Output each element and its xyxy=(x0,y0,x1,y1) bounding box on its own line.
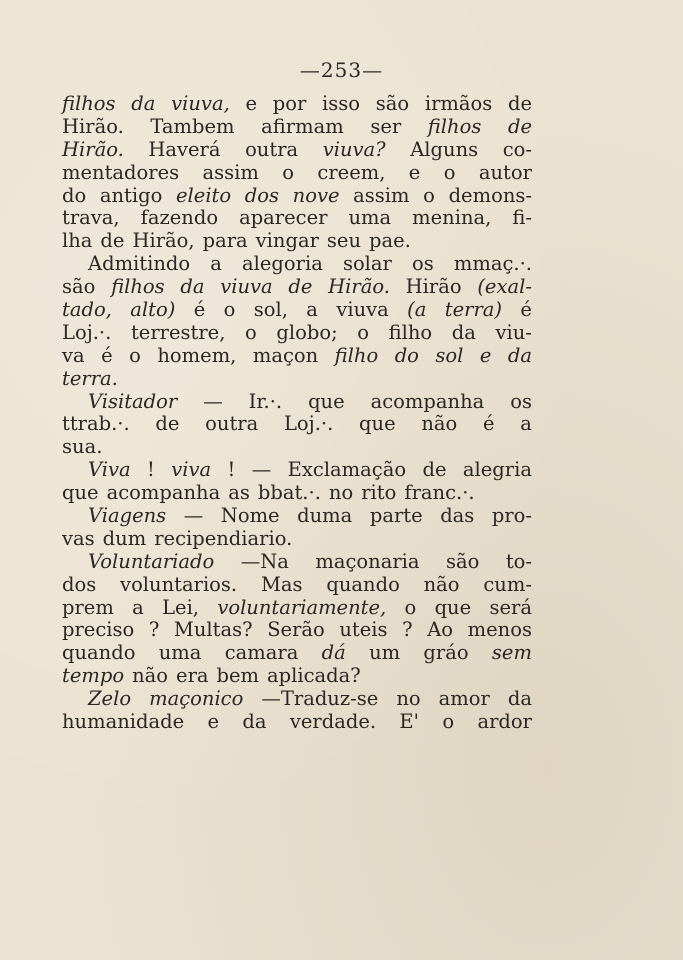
word: menos xyxy=(467,618,532,642)
word: Hirão. xyxy=(62,137,124,161)
text-line xyxy=(62,597,532,620)
word: Alguns xyxy=(410,137,479,161)
word: que xyxy=(62,481,99,505)
text-line xyxy=(62,93,532,116)
word: de xyxy=(422,458,447,482)
word: — xyxy=(183,504,204,528)
body-text xyxy=(62,93,532,734)
word: do xyxy=(62,183,87,207)
word: prem xyxy=(62,595,114,619)
word: creem, xyxy=(317,160,386,184)
word: da xyxy=(242,710,267,734)
word: (exal- xyxy=(477,275,532,299)
word: Voluntariado xyxy=(88,549,215,573)
word: trava, xyxy=(62,206,120,230)
word: voluntariamente, xyxy=(217,595,387,619)
word: são xyxy=(445,549,480,573)
word: recipendiario. xyxy=(154,526,293,550)
word: fi- xyxy=(512,206,532,230)
text-line xyxy=(62,185,532,208)
word: duma xyxy=(297,504,353,528)
word: maçonaria xyxy=(315,549,420,573)
text-line xyxy=(62,162,532,185)
word: dos xyxy=(62,572,97,596)
word: co- xyxy=(502,137,532,161)
word: alegria xyxy=(462,458,532,482)
text-line xyxy=(62,230,532,253)
word: viuva? xyxy=(322,137,386,161)
word: assim xyxy=(202,160,259,184)
word: acompanha xyxy=(370,389,485,413)
word: E' xyxy=(399,710,420,734)
word: voluntarios. xyxy=(120,572,238,596)
word: lha xyxy=(62,229,93,253)
word: não xyxy=(132,664,169,688)
word: quando xyxy=(62,641,136,665)
word: ! xyxy=(147,458,155,482)
word: assim xyxy=(353,183,410,207)
word: gráo xyxy=(423,641,469,665)
word: são xyxy=(62,275,96,299)
word: homem, xyxy=(157,343,237,367)
word: das xyxy=(440,504,475,528)
word: parte xyxy=(369,504,423,528)
word: uteis xyxy=(339,618,388,642)
word: terra) xyxy=(444,298,503,322)
word: Zelo xyxy=(88,687,132,711)
word: no xyxy=(396,687,421,711)
word: o xyxy=(223,298,236,322)
word: alegoria xyxy=(242,252,323,276)
word: sem xyxy=(491,641,532,665)
word: é xyxy=(483,412,495,436)
word: filhos xyxy=(111,275,165,299)
word: uma xyxy=(158,641,202,665)
word: da xyxy=(451,320,476,344)
word: vas xyxy=(62,526,95,550)
word: e xyxy=(207,710,220,734)
word: da xyxy=(180,275,205,299)
word: Hirão. xyxy=(62,114,124,138)
word: da xyxy=(131,92,156,115)
word: sol, xyxy=(253,298,288,322)
word: viuva, xyxy=(171,92,230,115)
text-line xyxy=(62,574,532,597)
text-line xyxy=(62,459,532,482)
word: sua. xyxy=(62,435,103,459)
word: filhos xyxy=(62,92,116,115)
word: ardor xyxy=(477,710,532,734)
word: Admitindo xyxy=(88,252,191,276)
word: dum xyxy=(102,526,147,550)
word: —Traduz-se xyxy=(261,687,379,711)
text-line xyxy=(62,253,532,276)
word: no xyxy=(328,481,354,505)
word: da xyxy=(507,687,532,711)
word: o xyxy=(357,320,370,344)
text-line xyxy=(62,299,532,322)
word: fazendo xyxy=(140,206,219,230)
word: antigo xyxy=(99,183,163,207)
word: dos xyxy=(244,183,280,207)
text-line xyxy=(62,368,532,391)
word: o xyxy=(245,320,257,344)
text-line xyxy=(62,276,532,299)
word: as xyxy=(228,481,250,505)
word: viuva xyxy=(336,298,389,322)
word: aplicada? xyxy=(267,664,361,688)
word: bbat.·. xyxy=(257,481,321,505)
word: de xyxy=(100,229,125,253)
word: é xyxy=(101,343,113,367)
word: ? xyxy=(402,618,413,642)
text-line xyxy=(62,528,532,551)
word: que xyxy=(434,595,472,619)
word: humanidade xyxy=(62,710,185,734)
text-line xyxy=(62,711,532,734)
word: mmaç.·. xyxy=(453,252,532,276)
word: um xyxy=(369,641,401,665)
page-number: —253— xyxy=(299,58,384,82)
word: o xyxy=(129,343,141,367)
word: pro- xyxy=(491,504,532,528)
word: Viagens xyxy=(88,504,167,528)
text-line xyxy=(62,391,532,414)
word: dá xyxy=(321,641,346,665)
word: tado, xyxy=(62,298,112,322)
text-line xyxy=(62,551,532,574)
word: solar xyxy=(342,252,392,276)
word: a xyxy=(132,595,144,619)
word: outra xyxy=(205,412,259,436)
word: Hirão, xyxy=(132,229,195,253)
word: demons- xyxy=(448,183,532,207)
word: verdade. xyxy=(289,710,377,734)
word: o xyxy=(443,160,456,184)
word: rito xyxy=(361,481,397,505)
word: bem xyxy=(216,664,260,688)
word: não xyxy=(421,412,458,436)
word: e xyxy=(479,343,492,367)
word: terra. xyxy=(62,366,118,390)
word: da xyxy=(507,343,532,367)
word: nove xyxy=(292,183,340,207)
word: ser xyxy=(370,114,402,138)
word: Haverá xyxy=(148,137,221,161)
word: vingar xyxy=(255,229,319,253)
word: que xyxy=(308,389,345,413)
word: acompanha xyxy=(106,481,221,505)
word: é xyxy=(193,298,206,322)
word: Tambem xyxy=(150,114,235,138)
word: de xyxy=(155,412,180,436)
word: o xyxy=(423,183,435,207)
word: Ir.·. xyxy=(248,389,283,413)
word: de xyxy=(288,275,313,299)
word: Ao xyxy=(427,618,454,642)
word: os xyxy=(510,389,532,413)
word: Serão xyxy=(267,618,325,642)
word: Loj.·. xyxy=(62,320,112,344)
word: os xyxy=(411,252,434,276)
word: uma xyxy=(348,206,392,230)
word: Lei, xyxy=(162,595,200,619)
text-line xyxy=(62,619,532,642)
word: menina, xyxy=(412,206,492,230)
word: são xyxy=(375,92,410,115)
word: será xyxy=(489,595,532,619)
word: eleito xyxy=(176,183,232,207)
word: o xyxy=(404,595,417,619)
word: para xyxy=(202,229,248,253)
text-line xyxy=(62,116,532,139)
word: era xyxy=(176,664,209,688)
word: viva xyxy=(171,458,212,482)
word: e xyxy=(245,92,258,115)
word: Mas xyxy=(260,572,303,596)
word: a xyxy=(520,412,532,436)
word: franc.·. xyxy=(404,481,475,505)
word: camara xyxy=(224,641,299,665)
word: quando xyxy=(326,572,400,596)
word: to- xyxy=(505,549,532,573)
word: aparecer xyxy=(239,206,328,230)
word: mentadores xyxy=(62,160,180,184)
word: seu xyxy=(326,229,362,253)
word: é xyxy=(520,298,532,322)
text-line xyxy=(62,139,532,162)
word: irmãos xyxy=(424,92,493,115)
word: a xyxy=(210,252,222,276)
word: va xyxy=(62,343,85,367)
word: (a xyxy=(407,298,427,322)
text-line xyxy=(62,642,532,665)
word: — xyxy=(251,458,272,482)
word: filho xyxy=(334,343,379,367)
word: de xyxy=(507,92,532,115)
text-line xyxy=(62,436,532,459)
word: viu- xyxy=(495,320,532,344)
word: —Na xyxy=(240,549,289,573)
word: pae. xyxy=(369,229,411,253)
word: outra xyxy=(245,137,299,161)
word: o xyxy=(442,710,455,734)
word: Visitador xyxy=(88,389,178,413)
text-line xyxy=(62,413,532,436)
word: o xyxy=(282,160,295,184)
word: isso xyxy=(322,92,361,115)
word: afirmam xyxy=(261,114,344,138)
word: por xyxy=(272,92,307,115)
word: cum- xyxy=(483,572,532,596)
word: filho xyxy=(388,320,433,344)
word: Hirão xyxy=(405,275,462,299)
text-line xyxy=(62,322,532,345)
word: não xyxy=(423,572,460,596)
word: amor xyxy=(438,687,490,711)
word: globo; xyxy=(276,320,338,344)
word: Loj.·. xyxy=(283,412,334,436)
word: a xyxy=(306,298,318,322)
word: do xyxy=(394,343,419,367)
text-line xyxy=(62,688,532,711)
text-line xyxy=(62,345,532,368)
word: que xyxy=(359,412,396,436)
text-line xyxy=(62,482,532,505)
word: ttrab.·. xyxy=(62,412,130,436)
word: viuva xyxy=(220,275,273,299)
word: tempo xyxy=(62,664,125,688)
text-line xyxy=(62,665,532,688)
word: ! xyxy=(227,458,236,482)
word: Hirão. xyxy=(328,275,390,299)
text-line xyxy=(62,505,532,528)
word: — xyxy=(203,389,223,413)
word: preciso xyxy=(62,618,135,642)
word: alto) xyxy=(130,298,176,322)
word: terrestre, xyxy=(130,320,226,344)
word: Exclamação xyxy=(287,458,407,482)
text-line xyxy=(62,207,532,230)
word: ? xyxy=(148,618,160,642)
word: sol xyxy=(435,343,464,367)
word: de xyxy=(507,114,532,138)
word: autor xyxy=(478,160,532,184)
word: Nome xyxy=(220,504,280,528)
word: maçon xyxy=(252,343,319,367)
word: Viva xyxy=(88,458,131,482)
word: maçonico xyxy=(149,687,244,711)
word: Multas? xyxy=(173,618,253,642)
word: filhos xyxy=(427,114,482,138)
word: e xyxy=(408,160,421,184)
